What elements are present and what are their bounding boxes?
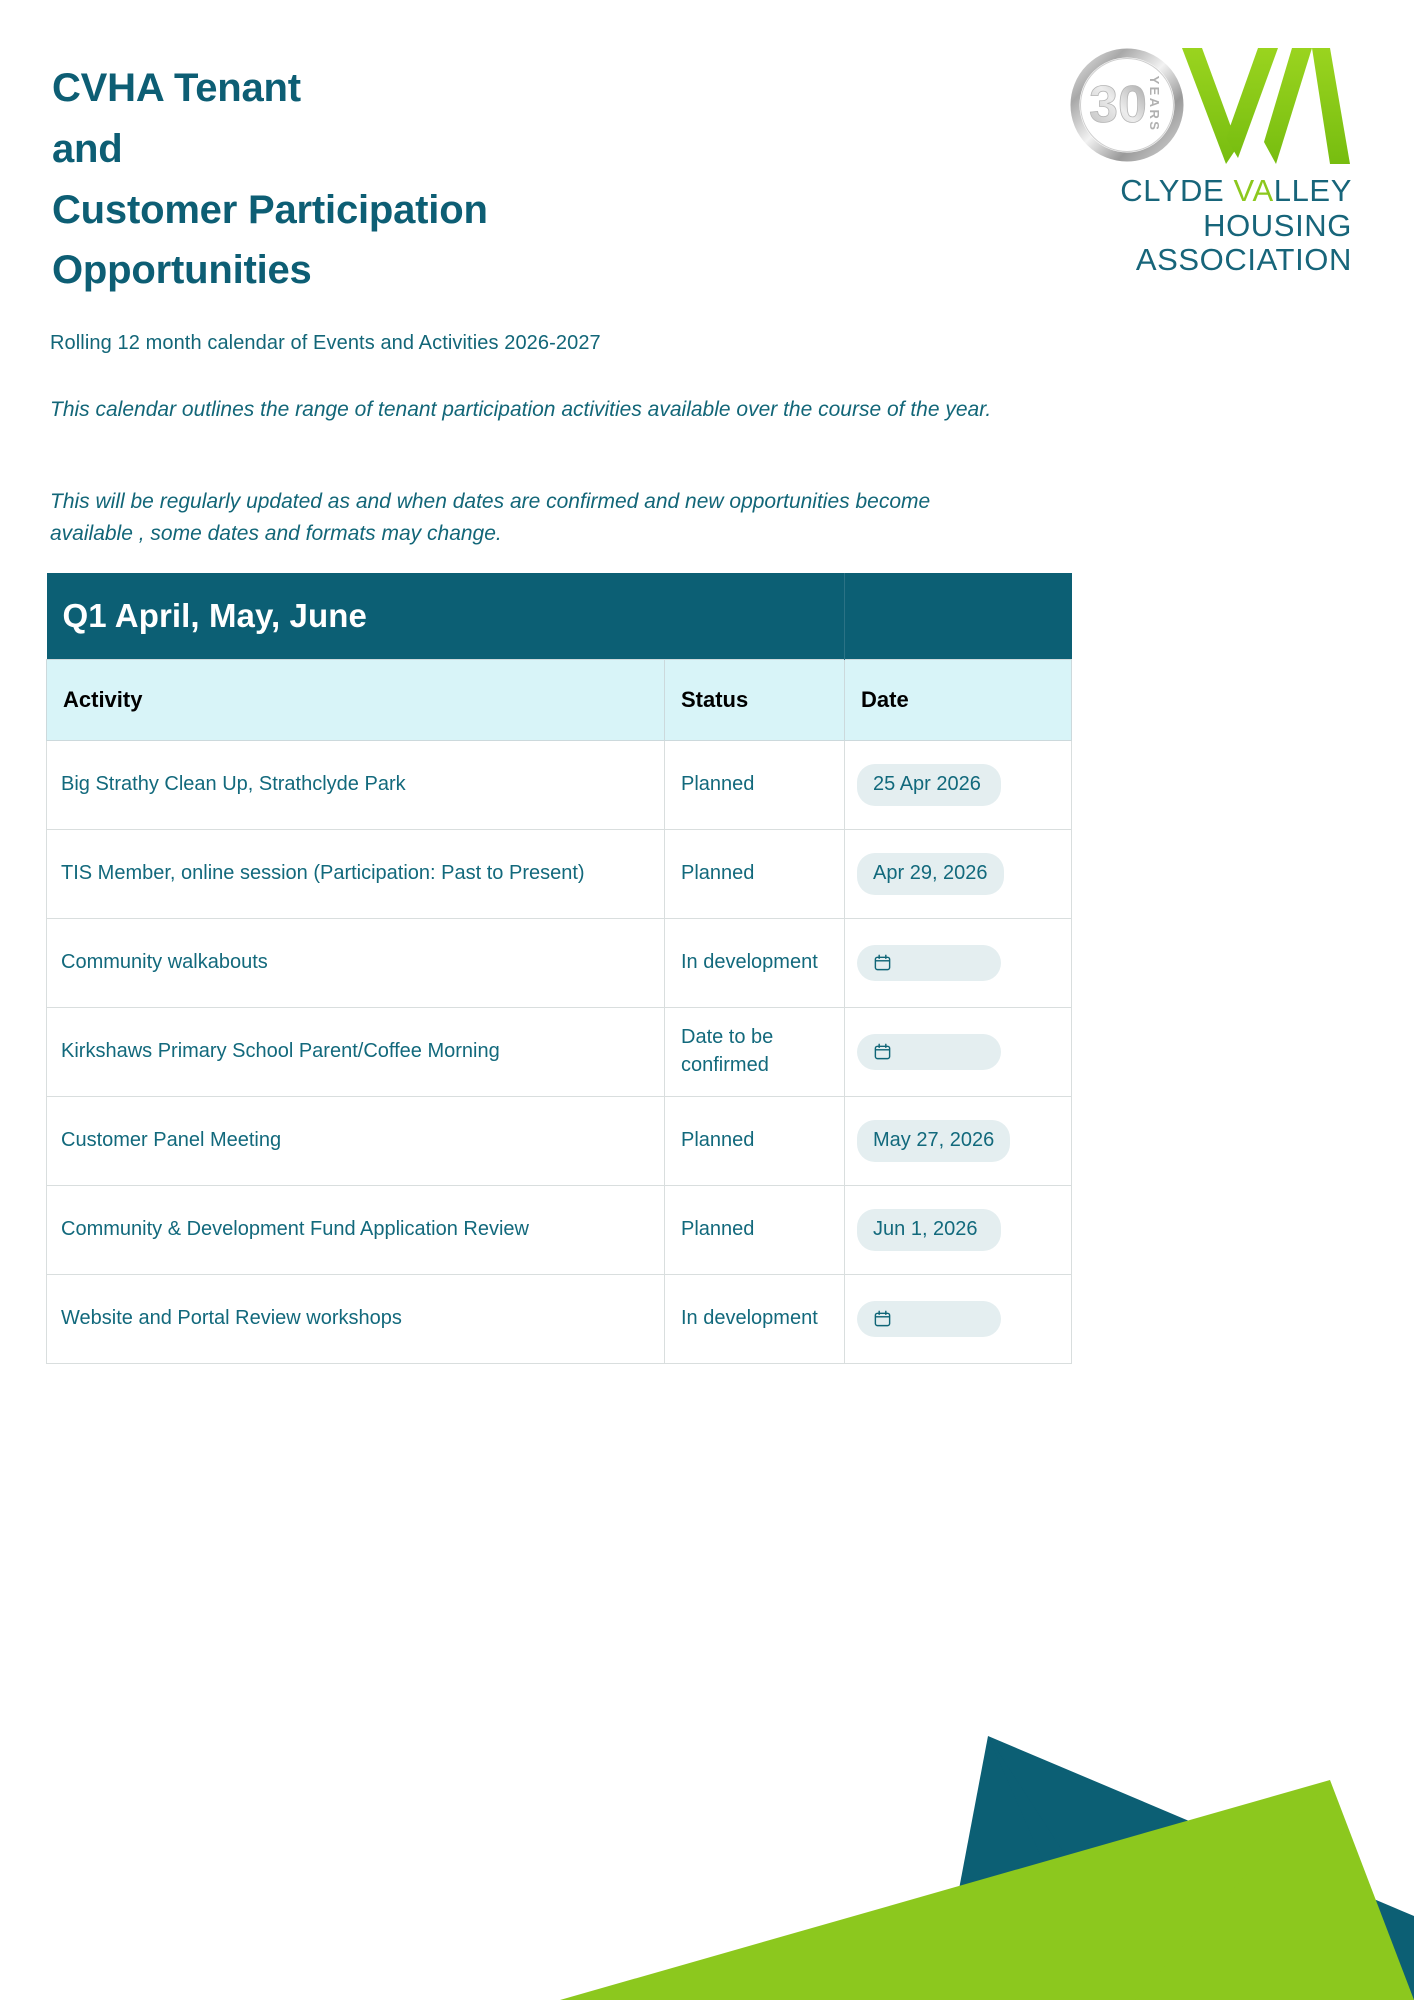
- quarter-band-row: [47, 573, 1072, 660]
- cell-date: [845, 741, 1072, 830]
- date-badge-empty: [857, 945, 1001, 981]
- footer-shapes-icon: [0, 1700, 1414, 2000]
- cell-status: Date to be confirmed: [665, 1008, 845, 1097]
- cell-status: Planned: [665, 741, 845, 830]
- logo-word-clyde: CLYDE: [1120, 173, 1234, 208]
- calendar-icon: [873, 953, 892, 972]
- table-row: [47, 1008, 1072, 1097]
- column-header-status: Status: [665, 660, 845, 741]
- date-badge: 25 Apr 2026: [857, 764, 1001, 806]
- table-head: [47, 573, 1072, 660]
- logo-wordmark: [1052, 174, 1352, 278]
- page-title-line-1: CVHA Tenant: [52, 66, 301, 110]
- page-title-line-2: and: [52, 126, 123, 171]
- column-header-row: [47, 660, 1072, 741]
- date-badge: May 27, 2026: [857, 1120, 1010, 1162]
- calendar-icon: [873, 1309, 892, 1328]
- page-header: [0, 0, 1414, 330]
- footer-decoration: [0, 1700, 1414, 2000]
- cell-date: [845, 830, 1072, 919]
- calendar-icon: [873, 1042, 892, 1061]
- table-body: [47, 741, 1072, 1364]
- quarter-table-wrapper: [46, 573, 1071, 1364]
- cell-activity: Website and Portal Review workshops: [47, 1275, 665, 1364]
- va-monogram-icon: [1180, 42, 1352, 170]
- date-badge: Jun 1, 2026: [857, 1209, 1001, 1251]
- table-row: [47, 1097, 1072, 1186]
- table-row: [47, 830, 1072, 919]
- logo-mark: [1052, 42, 1352, 172]
- table-row: [47, 741, 1072, 830]
- logo-wordmark-line-1: [1052, 174, 1352, 209]
- svg-text:YEARS: YEARS: [1147, 75, 1162, 133]
- thirty-years-badge-icon: [1068, 46, 1186, 164]
- date-badge-empty: [857, 1301, 1001, 1337]
- intro-paragraph-2: This will be regularly updated as and when dates are confirmed and new opportunities become available , some dates and formats may change.: [50, 490, 931, 545]
- page-title-line-4: Opportunities: [52, 248, 312, 293]
- table-row: [47, 1186, 1072, 1275]
- page-title-line-3: Customer Participation: [52, 187, 488, 232]
- cell-status: Planned: [665, 1097, 845, 1186]
- column-header-activity: Activity: [47, 660, 665, 741]
- cvha-logo: [1052, 42, 1352, 297]
- cell-activity: Big Strathy Clean Up, Strathclyde Park: [47, 741, 665, 830]
- cell-status: In development: [665, 919, 845, 1008]
- cell-date: [845, 1008, 1072, 1097]
- cell-status: In development: [665, 1275, 845, 1364]
- cell-status: Planned: [665, 830, 845, 919]
- quarter-title: Q1 April, May, June: [47, 573, 845, 660]
- logo-wordmark-line-2: HOUSING: [1203, 207, 1352, 243]
- quarter-band-spacer: [845, 573, 1072, 660]
- logo-wordmark-line-3: ASSOCIATION: [1135, 242, 1352, 278]
- table-row: [47, 919, 1072, 1008]
- cell-date: [845, 1186, 1072, 1275]
- cell-activity: Customer Panel Meeting: [47, 1097, 665, 1186]
- cell-activity: Community walkabouts: [47, 919, 665, 1008]
- calendar-subtitle: Rolling 12 month calendar of Events and Activities 2026-2027: [50, 332, 601, 354]
- cell-date: [845, 1097, 1072, 1186]
- intro-paragraph-1: This calendar outlines the range of tenant participation activities available over the course of the year.: [50, 398, 992, 421]
- cell-activity: Kirkshaws Primary School Parent/Coffee Morning: [47, 1008, 665, 1097]
- page-title: [52, 58, 692, 301]
- logo-word-lley: LLEY: [1273, 173, 1352, 208]
- table-row: [47, 1275, 1072, 1364]
- logo-word-va: VA: [1233, 173, 1274, 208]
- cell-activity: TIS Member, online session (Participation: Past to Present): [47, 830, 665, 919]
- date-badge-empty: [857, 1034, 1001, 1070]
- date-badge: Apr 29, 2026: [857, 853, 1004, 895]
- cell-date: [845, 1275, 1072, 1364]
- column-header-date: Date: [845, 660, 1072, 741]
- q1-activities-table: [46, 573, 1072, 1364]
- cell-status: Planned: [665, 1186, 845, 1275]
- cell-activity: Community & Development Fund Application Review: [47, 1186, 665, 1275]
- cell-date: [845, 919, 1072, 1008]
- svg-text:30: 30: [1089, 76, 1147, 134]
